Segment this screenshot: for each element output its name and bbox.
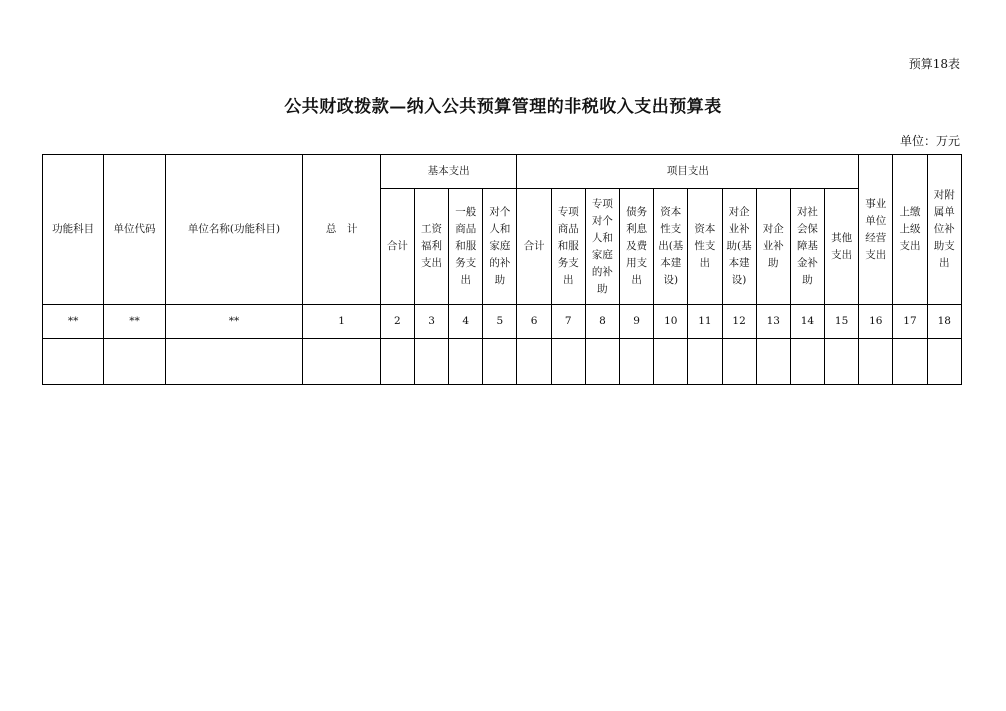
empty-cell — [688, 339, 722, 385]
empty-cell — [414, 339, 448, 385]
index-cell: ** — [165, 305, 303, 339]
empty-cell — [585, 339, 619, 385]
index-cell: 3 — [414, 305, 448, 339]
empty-cell — [620, 339, 654, 385]
header-basic-expenditure: 基本支出 — [380, 155, 517, 189]
empty-cell — [825, 339, 859, 385]
header-basic-goods: 一般商品和服务支出 — [449, 189, 483, 305]
header-project-total: 合计 — [517, 189, 551, 305]
header-project-expenditure: 项目支出 — [517, 155, 859, 189]
index-cell: 1 — [303, 305, 380, 339]
empty-cell — [165, 339, 303, 385]
header-project-personal: 专项对个人和家庭的补助 — [585, 189, 619, 305]
header-func-subject: 功能科目 — [43, 155, 104, 305]
budget-table — [42, 154, 962, 385]
index-cell: 2 — [380, 305, 414, 339]
header-project-capital: 资本性支出 — [688, 189, 722, 305]
index-cell: 14 — [790, 305, 824, 339]
page-title: 公共财政拨款—纳入公共预算管理的非税收入支出预算表 — [284, 97, 722, 117]
header-project-enterprise: 对企业补助 — [756, 189, 790, 305]
empty-cell — [104, 339, 165, 385]
empty-cell — [859, 339, 893, 385]
empty-cell — [654, 339, 688, 385]
empty-cell — [517, 339, 551, 385]
header-project-enterprise-basic: 对企业补助(基本建设) — [722, 189, 756, 305]
index-cell: 4 — [449, 305, 483, 339]
empty-cell — [483, 339, 517, 385]
empty-cell — [756, 339, 790, 385]
empty-cell — [303, 339, 380, 385]
header-basic-salary: 工资福利支出 — [414, 189, 448, 305]
empty-cell — [790, 339, 824, 385]
index-cell: 7 — [551, 305, 585, 339]
empty-data-row — [43, 339, 962, 385]
empty-cell — [893, 339, 927, 385]
empty-cell — [722, 339, 756, 385]
index-cell: 15 — [825, 305, 859, 339]
index-cell: 8 — [585, 305, 619, 339]
header-project-goods: 专项商品和服务支出 — [551, 189, 585, 305]
index-cell: 17 — [893, 305, 927, 339]
index-cell: 6 — [517, 305, 551, 339]
index-cell: 13 — [756, 305, 790, 339]
header-basic-total: 合计 — [380, 189, 414, 305]
header-project-capital-basic: 资本性支出(基本建设) — [654, 189, 688, 305]
index-cell: 18 — [927, 305, 961, 339]
index-cell: 16 — [859, 305, 893, 339]
unit-label: 单位：万元 — [899, 134, 960, 148]
header-upper-expenditure: 上缴上级支出 — [893, 155, 927, 305]
header-basic-personal: 对个人和家庭的补助 — [483, 189, 517, 305]
form-number: 预算18表 — [908, 57, 960, 71]
header-subsidiary-expenditure: 对附属单位补助支出 — [927, 155, 961, 305]
index-cell: 5 — [483, 305, 517, 339]
index-cell: ** — [104, 305, 165, 339]
index-cell: 12 — [722, 305, 756, 339]
index-cell: 9 — [620, 305, 654, 339]
index-row — [43, 305, 962, 339]
header-project-social: 对社会保障基金补助 — [790, 189, 824, 305]
header-project-other: 其他支出 — [825, 189, 859, 305]
index-cell: ** — [43, 305, 104, 339]
empty-cell — [449, 339, 483, 385]
header-business-expenditure: 事业单位经营支出 — [859, 155, 893, 305]
empty-cell — [43, 339, 104, 385]
header-unit-name: 单位名称(功能科目) — [165, 155, 303, 305]
header-unit-code: 单位代码 — [104, 155, 165, 305]
index-cell: 10 — [654, 305, 688, 339]
header-project-debt: 债务利息及费用支出 — [620, 189, 654, 305]
index-cell: 11 — [688, 305, 722, 339]
header-total: 总 计 — [303, 155, 380, 305]
empty-cell — [927, 339, 961, 385]
empty-cell — [551, 339, 585, 385]
empty-cell — [380, 339, 414, 385]
